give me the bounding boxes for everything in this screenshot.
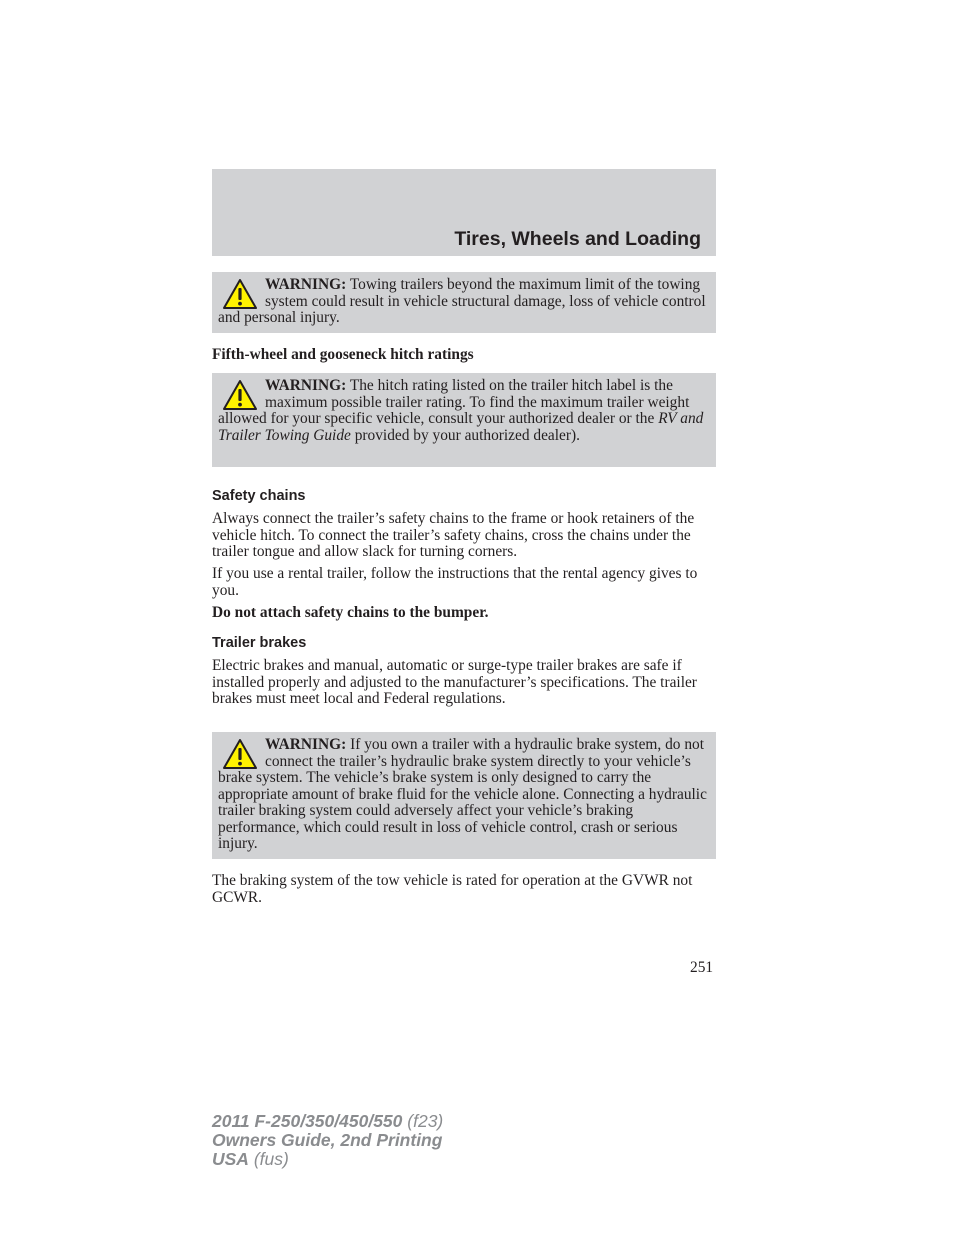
footer-guide-edition: Owners Guide, 2nd Printing [212,1130,443,1150]
warning-box-towing-limit [212,272,716,333]
warning-triangle-icon [222,379,258,411]
warning-box-hitch-rating [212,373,716,467]
footer-market: USA [212,1149,249,1169]
safety-chains-heading: Safety chains [212,488,306,504]
warning-text-part2: provided by your authorized dealer). [354,426,580,444]
warning-triangle-icon [222,278,258,310]
footer-model: 2011 F-250/350/450/550 [212,1111,403,1131]
footer-line-3 [212,1150,443,1169]
safety-chains-paragraph-2: If you use a rental trailer, follow the instructions that the rental agency gives to you. [212,565,698,599]
footer-line-2 [212,1131,443,1150]
section-header-band [212,169,716,256]
warning-text-part1: The hitch rating listed on the trailer hitch label is the maximum possible trailer rating. To find the maximum trailer weight allowed for your specific vehicle, consult your authorized dealer or the [218,377,690,427]
trailer-brakes-paragraph: Electric brakes and manual, automatic or surge-type trailer brakes are safe if installed properly and adjusted to the manufacturer’s specifications. The trailer brakes must meet local and Federal regulations. [212,657,697,707]
warning-triangle-icon [222,738,258,770]
warning-text: If you own a trailer with a hydraulic brake system, do not connect the trailer’s hydraulic brake system directly to your vehicle’s brake system. The vehicle’s brake system is only designed to carry the appropriate amount of brake fluid for the vehicle alone. Connecting a hydraulic trailer braking system could adversely affect your vehicle’s braking performance, which could result in loss of vehicle control, crash or serious injury. [218,736,707,852]
safety-chains-paragraph-1: Always connect the trailer’s safety chains to the frame or hook retainers of the vehicle hitch. To connect the trailer’s safety chains, cross the chains under the trailer tongue and allow slack for turning corners. [212,510,695,560]
document-footer [212,1112,443,1169]
safety-chains-bumper-note: Do not attach safety chains to the bumper. [212,604,489,621]
braking-system-paragraph: The braking system of the tow vehicle is rated for operation at the GVWR not GCWR. [212,872,693,906]
footer-line-1 [212,1112,443,1131]
warning-text: Towing trailers beyond the maximum limit of the towing system could result in vehicle structural damage, loss of vehicle control and personal injury. [218,276,706,326]
warning-label: WARNING: [265,276,347,293]
fifth-wheel-heading: Fifth-wheel and gooseneck hitch ratings [212,346,474,363]
warning-box-hydraulic-brakes [212,732,716,859]
towing-guide-title: RV and Trailer Towing Guide [218,410,704,444]
section-title: Tires, Wheels and Loading [454,228,701,250]
footer-market-code: (fus) [253,1149,289,1169]
footer-model-code: (f23) [407,1111,444,1131]
page-number: 251 [690,959,714,976]
trailer-brakes-heading: Trailer brakes [212,635,307,651]
warning-label: WARNING: [265,377,347,394]
warning-label: WARNING: [265,736,347,753]
